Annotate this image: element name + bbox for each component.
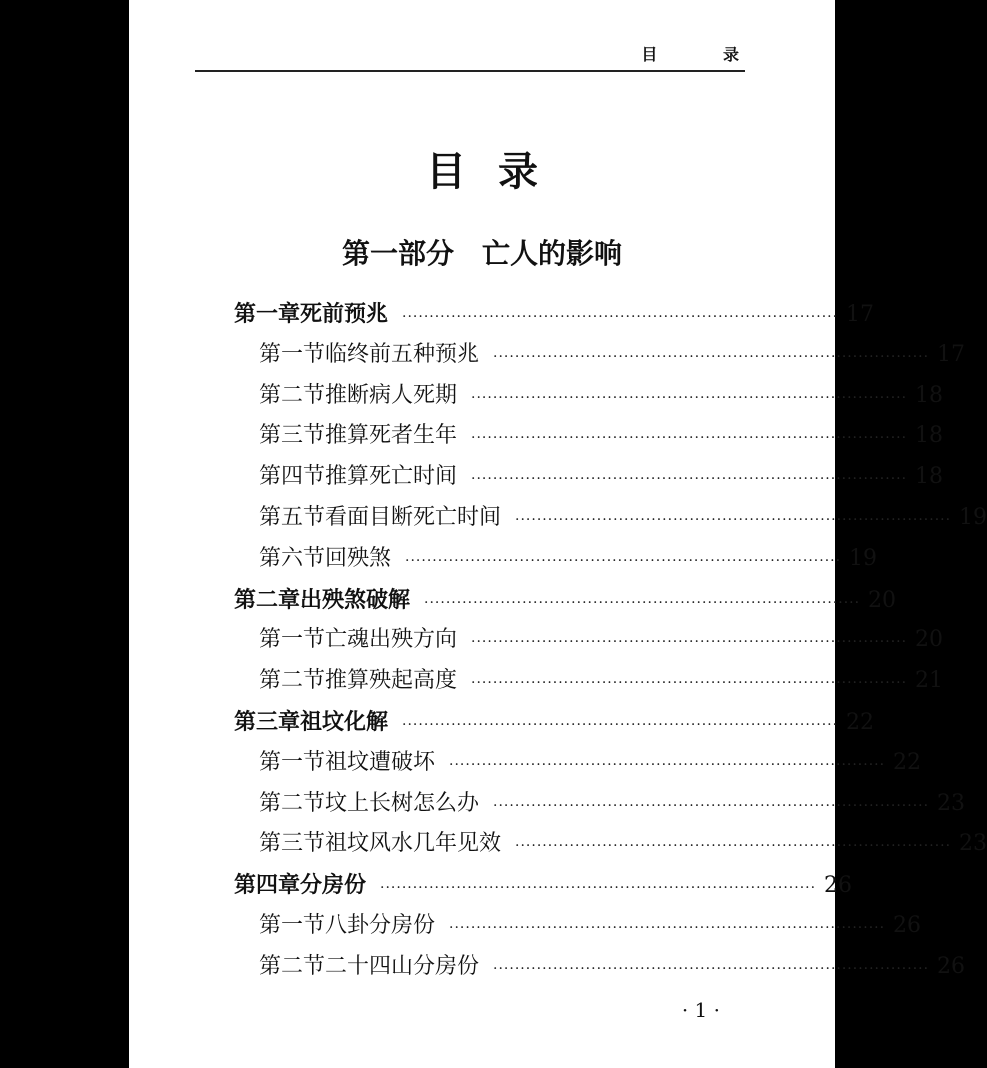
toc-entry-number: 第二节 bbox=[259, 382, 326, 408]
toc-chapter-entry bbox=[234, 580, 897, 621]
toc-entry-number: 第二节 bbox=[259, 953, 326, 979]
dot-leader: ················································································ bbox=[493, 797, 930, 814]
toc-entry-title: 祖坟遭破坏 bbox=[325, 749, 436, 775]
toc-section-entry bbox=[234, 457, 944, 498]
toc-entry-title: 看面目断死亡时间 bbox=[325, 504, 502, 530]
toc-entry-page: 26 bbox=[937, 953, 966, 979]
dot-leader: ················································································ bbox=[449, 919, 886, 936]
dot-leader: ················································································ bbox=[471, 634, 908, 651]
toc-section-entry bbox=[234, 416, 944, 457]
toc-entry-title: 回殃煞 bbox=[325, 545, 392, 571]
toc-entry-page: 18 bbox=[915, 423, 944, 449]
page-title: 目录 bbox=[426, 148, 570, 195]
toc-entry-title: 死前预兆 bbox=[300, 301, 389, 327]
dot-leader: ················································································ bbox=[380, 880, 817, 897]
dot-leader: ················································································ bbox=[493, 348, 930, 365]
part-title: 第一部分 亡人的影响 bbox=[341, 237, 622, 270]
toc-section-entry bbox=[234, 906, 922, 947]
toc-entry-number: 第四节 bbox=[259, 464, 326, 490]
toc-entry-number: 第六节 bbox=[259, 545, 326, 571]
dot-leader: ················································································ bbox=[515, 838, 952, 855]
page-number: · 1 · bbox=[681, 998, 720, 1022]
toc-section-entry bbox=[234, 824, 987, 865]
toc-section-entry bbox=[234, 661, 944, 702]
toc-entry-number: 第四章 bbox=[234, 872, 301, 899]
toc-entry-page: 23 bbox=[937, 790, 966, 816]
toc-section-entry bbox=[234, 620, 944, 661]
dot-leader: ················································································ bbox=[405, 552, 842, 569]
toc-section-entry bbox=[234, 784, 966, 825]
toc-entry-number: 第二节 bbox=[259, 668, 326, 694]
toc-entry-title: 出殃煞破解 bbox=[300, 586, 411, 613]
toc-entry-number: 第一节 bbox=[259, 627, 326, 653]
toc-entry-page: 20 bbox=[915, 627, 944, 653]
dot-leader: ················································································ bbox=[471, 675, 908, 692]
dot-leader: ················································································ bbox=[449, 756, 886, 773]
toc-entry-page: 22 bbox=[893, 749, 922, 775]
toc-entry-number: 第三章 bbox=[234, 708, 301, 735]
toc-entry-title: 祖坟风水几年见效 bbox=[325, 831, 502, 857]
toc-chapter-entry bbox=[234, 702, 875, 743]
toc-section-entry bbox=[234, 376, 944, 417]
toc-entry-title: 推算死亡时间 bbox=[325, 464, 458, 490]
toc-entry-number: 第一节 bbox=[259, 912, 326, 938]
toc-entry-page: 19 bbox=[959, 504, 987, 530]
toc-section-entry bbox=[234, 743, 922, 784]
toc-section-entry bbox=[234, 947, 966, 988]
running-head-text: 目 录 bbox=[641, 45, 769, 64]
toc-entry-title: 推算死者生年 bbox=[325, 423, 458, 449]
dot-leader: ················································································ bbox=[515, 511, 952, 528]
toc-section-entry bbox=[234, 498, 987, 539]
dot-leader: ················································································ bbox=[402, 309, 839, 325]
toc-chapter-entry bbox=[234, 865, 853, 906]
running-head bbox=[195, 30, 769, 72]
toc-entry-page: 19 bbox=[849, 545, 878, 571]
toc-entry-number: 第一节 bbox=[259, 749, 326, 775]
toc-entry-title: 分房份 bbox=[300, 872, 367, 899]
toc-entry-page: 22 bbox=[846, 709, 875, 735]
toc-section-entry bbox=[234, 539, 878, 580]
dot-leader: ················································································ bbox=[471, 430, 908, 447]
toc-entry-title: 八卦分房份 bbox=[325, 912, 436, 938]
toc-section-entry bbox=[234, 335, 966, 376]
toc-entry-title: 亡魂出殃方向 bbox=[325, 627, 458, 653]
toc-entry-page: 17 bbox=[846, 302, 875, 327]
book-page bbox=[129, 0, 987, 1068]
table-of-contents bbox=[234, 294, 987, 988]
toc-entry-page: 17 bbox=[937, 341, 966, 367]
toc-entry-title: 祖坟化解 bbox=[300, 708, 389, 735]
toc-entry-page: 26 bbox=[824, 873, 853, 899]
dot-leader: ················································································ bbox=[471, 471, 908, 488]
toc-chapter-entry bbox=[234, 294, 875, 335]
dot-leader: ················································································ bbox=[471, 389, 908, 406]
toc-entry-number: 第五节 bbox=[259, 504, 326, 530]
toc-entry-page: 18 bbox=[915, 382, 944, 408]
toc-entry-page: 26 bbox=[893, 912, 922, 938]
toc-entry-title: 二十四山分房份 bbox=[325, 953, 480, 979]
toc-entry-title: 临终前五种预兆 bbox=[325, 341, 480, 367]
toc-entry-title: 推断病人死期 bbox=[325, 382, 458, 408]
toc-entry-number: 第一章 bbox=[234, 301, 301, 327]
toc-entry-page: 20 bbox=[868, 587, 897, 613]
toc-entry-title: 推算殃起高度 bbox=[325, 668, 458, 694]
toc-entry-page: 18 bbox=[915, 464, 944, 490]
toc-entry-title: 坟上长树怎么办 bbox=[325, 790, 480, 816]
dot-leader: ················································································ bbox=[424, 594, 861, 611]
toc-entry-number: 第三节 bbox=[259, 831, 326, 857]
toc-entry-number: 第二章 bbox=[234, 586, 301, 613]
toc-entry-number: 第二节 bbox=[259, 790, 326, 816]
toc-entry-page: 23 bbox=[959, 831, 987, 857]
dot-leader: ················································································ bbox=[402, 716, 839, 733]
dot-leader: ················································································ bbox=[493, 960, 930, 977]
toc-entry-number: 第三节 bbox=[259, 423, 326, 449]
toc-entry-page: 21 bbox=[915, 668, 944, 694]
toc-entry-number: 第一节 bbox=[259, 341, 326, 367]
